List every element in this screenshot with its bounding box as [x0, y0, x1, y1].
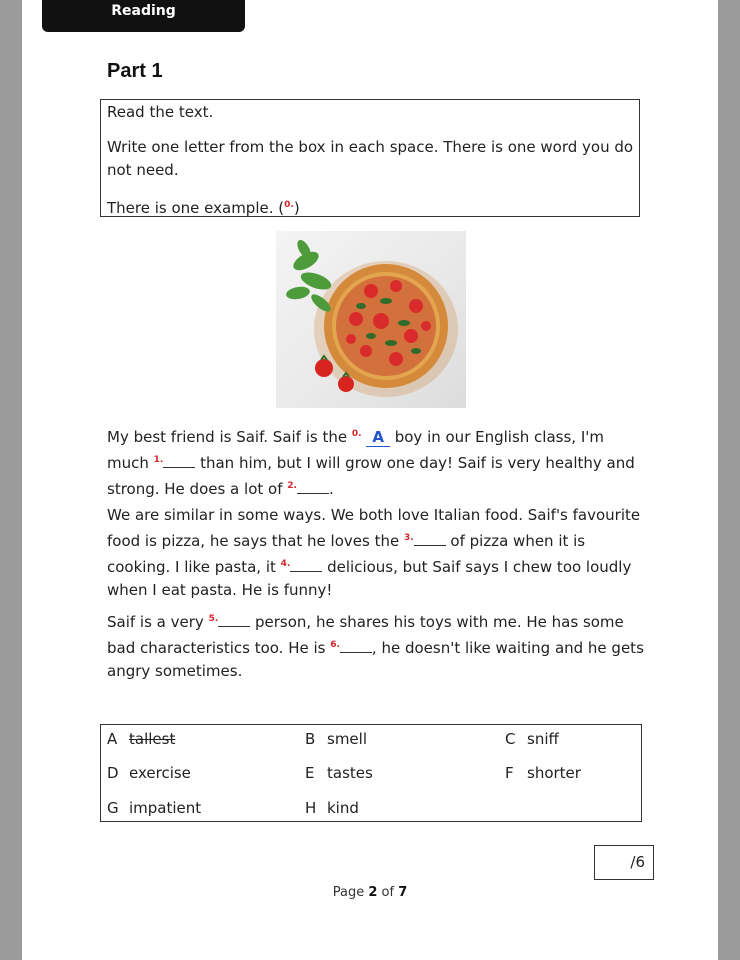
- option-letter: D: [107, 764, 119, 782]
- gap-number-1: 1.: [153, 455, 164, 465]
- worksheet-page: [22, 0, 718, 960]
- paragraph-1: [107, 423, 647, 501]
- gap-number-3: 3.: [403, 533, 414, 543]
- word-option-e: [305, 763, 373, 783]
- gap-number-2: 2.: [287, 481, 297, 491]
- instruction-line-2: Write one letter from the box in each space. There is one word you do not need.: [107, 138, 634, 179]
- p3-text-2: person, he shares his toys with me. He has some bad characteristics too. He is: [107, 613, 624, 657]
- pizza-photo: [276, 231, 466, 408]
- word-option-c: [505, 729, 559, 749]
- word-option-a: [107, 729, 175, 749]
- paragraph-2: [107, 504, 647, 602]
- instruction-example-suffix: ): [293, 199, 300, 217]
- page-footer: [22, 885, 718, 900]
- answer-blank-2[interactable]: [297, 479, 329, 494]
- instruction-line-1: Read the text.: [107, 103, 214, 121]
- option-word: tallest: [129, 730, 176, 748]
- word-option-d: [107, 763, 191, 783]
- total-pages: 7: [398, 885, 408, 900]
- option-letter: C: [505, 730, 516, 748]
- answer-blank-6[interactable]: [340, 638, 372, 653]
- page-label: Page: [332, 885, 369, 900]
- option-letter: F: [505, 764, 514, 782]
- gap-number-5: 5.: [208, 614, 219, 624]
- option-word: kind: [327, 799, 359, 817]
- answer-blank-1[interactable]: [163, 453, 195, 468]
- word-option-h: [305, 798, 359, 818]
- page-of: of: [377, 885, 399, 900]
- gap-number-6: 6.: [330, 640, 340, 650]
- option-word: shorter: [527, 764, 581, 782]
- pizza-illustration: [276, 231, 466, 408]
- answer-blank-5[interactable]: [218, 612, 250, 627]
- p1-text-1: My best friend is Saif. Saif is the: [107, 428, 352, 446]
- option-word: sniff: [527, 730, 559, 748]
- section-tab: Reading: [42, 0, 245, 32]
- instruction-line-3: [107, 194, 300, 220]
- option-word: exercise: [129, 764, 191, 782]
- word-option-f: [505, 763, 581, 783]
- option-letter: H: [305, 799, 317, 817]
- option-letter: E: [305, 764, 315, 782]
- p3-text-1: Saif is a very: [107, 613, 209, 631]
- p1-text-4: .: [328, 480, 334, 498]
- option-letter: A: [107, 730, 118, 748]
- option-letter: G: [107, 799, 119, 817]
- instruction-example-prefix: There is one example. (: [107, 199, 285, 217]
- gap-number-0: 0.: [351, 429, 362, 439]
- current-page: 2: [368, 885, 378, 900]
- answer-blank-4[interactable]: [290, 557, 322, 572]
- p2-text-2: of pizza when it is cooking. I like pasta, it: [107, 532, 586, 576]
- instructions-box: [100, 99, 640, 217]
- p1-text-3: than him, but I will grow one day! Saif is very healthy and strong. He does a lot of: [107, 454, 635, 498]
- option-letter: B: [305, 730, 316, 748]
- word-option-b: [305, 729, 367, 749]
- option-word: impatient: [129, 799, 202, 817]
- p2-text-3: delicious, but Saif says I chew too loudly when I eat pasta. He is funny!: [107, 558, 632, 599]
- option-word: tastes: [327, 764, 373, 782]
- example-answer: A: [366, 428, 390, 447]
- p1-text-2: boy in our English class, I'm much: [107, 428, 604, 472]
- paragraph-3: [107, 608, 647, 683]
- option-word: smell: [327, 730, 367, 748]
- word-box: [100, 724, 642, 822]
- answer-blank-3[interactable]: [414, 531, 446, 546]
- word-option-g: [107, 798, 201, 818]
- score-box[interactable]: /6: [594, 845, 654, 880]
- part-title: Part 1: [107, 60, 163, 82]
- example-number: 0.: [284, 200, 294, 210]
- p3-text-3: , he doesn't like waiting and he gets angry sometimes.: [107, 639, 644, 680]
- p2-text-1: We are similar in some ways. We both love Italian food. Saif's favourite food is pizza, he says that he loves the: [107, 506, 641, 550]
- gap-number-4: 4.: [280, 559, 291, 569]
